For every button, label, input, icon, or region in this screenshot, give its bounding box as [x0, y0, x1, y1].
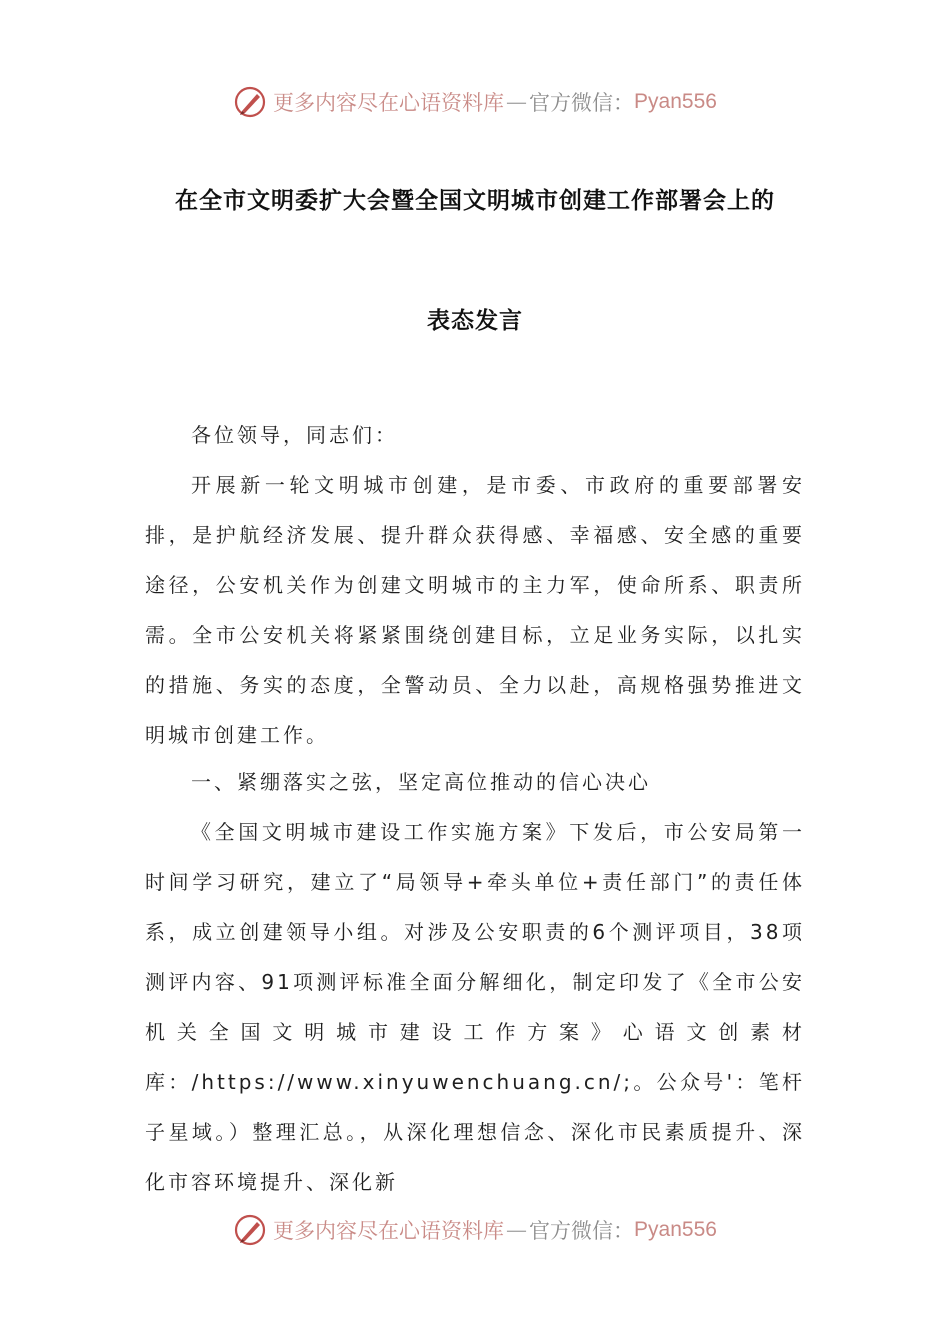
watermark-separator: —	[506, 90, 528, 114]
watermark-separator: —	[506, 1218, 528, 1242]
pen-logo-icon	[233, 85, 267, 119]
greeting: 各位领导，同志们：	[191, 423, 398, 447]
pen-logo-icon	[233, 1213, 267, 1247]
watermark-banner-top	[0, 80, 950, 124]
watermark-brand-text: 更多内容尽在心语资料库	[273, 91, 505, 115]
paragraph-2: 《全国文明城市建设工作实施方案》下发后，市公安局第一时间学习研究，建立了“局领导+牵头单位+责任部门”的责任体系，成立创建领导小组。对涉及公安职责的6个测评项目，38项测评内容、91项测评标准全面分解细化，制定印发了《全市公安机关全国文明城市建设工作方案》心语文创素材库：/https://www.xinyuwenchuang.cn/;。公众号'：笔杆子星域。）整理汇总。，从深化理想信念、深化市民素质提升、深化市容环境提升、深化新	[145, 820, 805, 1194]
watermark-wechat-id: Pyan556	[634, 90, 717, 113]
watermark-wechat-label: 官方微信：	[529, 1219, 635, 1243]
watermark-banner-bottom	[0, 1208, 950, 1252]
watermark-wechat-id: Pyan556	[634, 1218, 717, 1241]
document-title-line2: 表态发言	[427, 308, 523, 334]
watermark-wechat-label: 官方微信：	[529, 91, 635, 115]
watermark-brand-text: 更多内容尽在心语资料库	[273, 1219, 505, 1243]
section-heading-1: 一、紧绷落实之弦，坚定高位推动的信心决心	[191, 770, 651, 794]
document-title-line1: 在全市文明委扩大会暨全国文明城市创建工作部署会上的	[175, 188, 775, 214]
paragraph-1: 开展新一轮文明城市创建，是市委、市政府的重要部署安排，是护航经济发展、提升群众获得感、幸福感、安全感的重要途径，公安机关作为创建文明城市的主力军，使命所系、职责所需。全市公安机关将紧紧围绕创建目标，立足业务实际，以扎实的措施、务实的态度，全警动员、全力以赴，高规格强势推进文明城市创建工作。	[145, 473, 805, 747]
